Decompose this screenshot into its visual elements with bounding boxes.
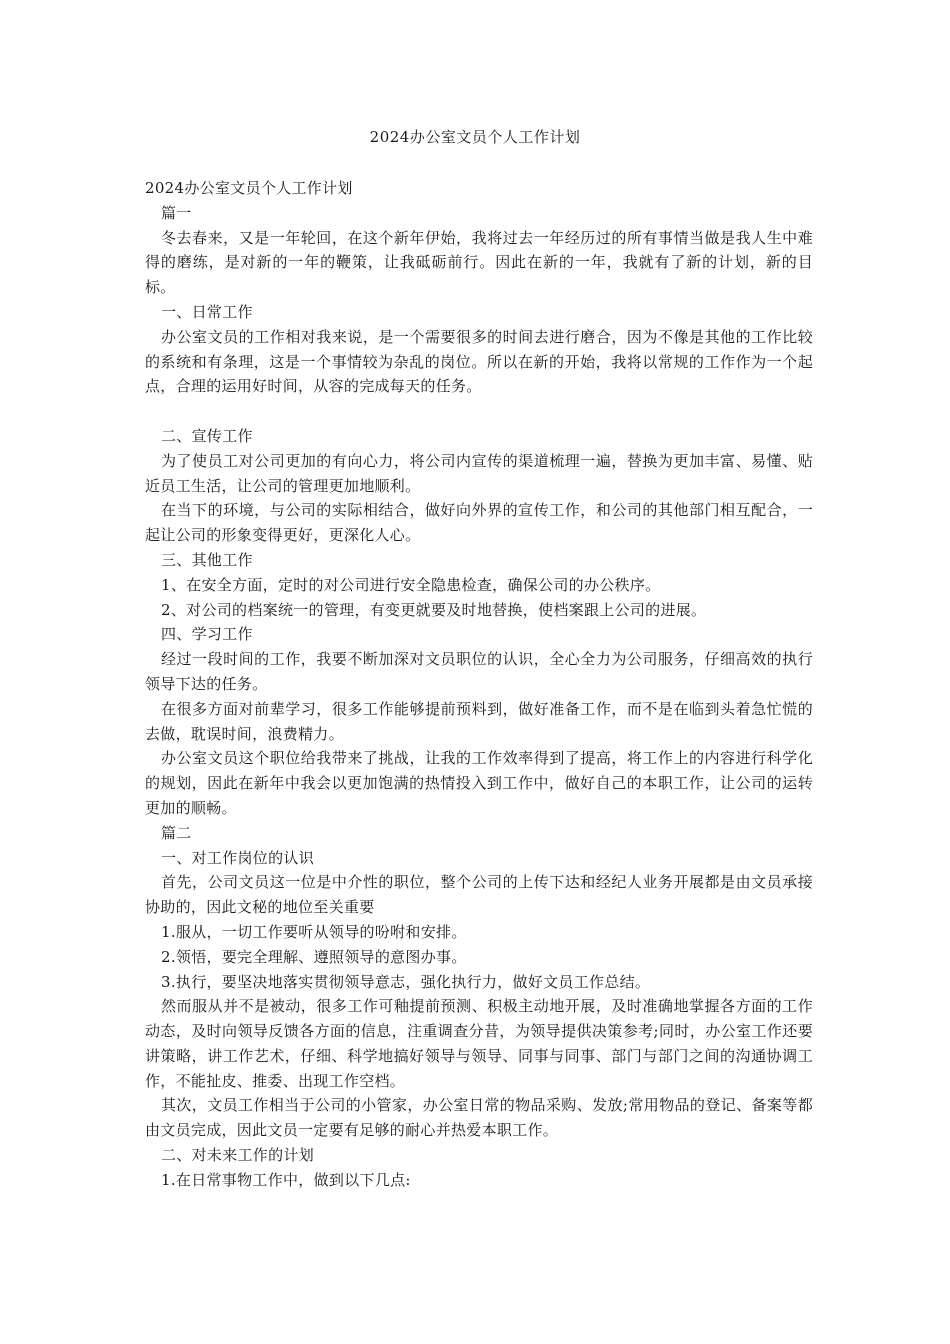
paragraph: 1、在安全方面，定时的对公司进行安全隐患检查，确保公司的办公秩序。: [161, 575, 661, 594]
document-body: [145, 176, 813, 1193]
paragraph: 2、对公司的档案统一的管理，有变更就要及时地替换，使档案跟上公司的进展。: [161, 600, 707, 619]
paragraph: 在很多方面对前辈学习，很多工作能够提前预料到，做好准备工作，而不是在临到头着急忙慌的去做，耽误时间，浪费精力。: [145, 699, 813, 743]
paragraph: 二、对未来工作的计划: [161, 1146, 315, 1165]
paragraph: 3.执行，要坚决地落实贯彻领导意志，强化执行力，做好文员工作总结。: [161, 972, 651, 991]
document-title: 2024办公室文员个人工作计划: [369, 128, 581, 146]
paragraph: 首先，公司文员这一位是中介性的职位，整个公司的上传下达和经纪人业务开展都是由文员承接协助的，因此文秘的地位至关重要: [145, 873, 813, 917]
paragraph: 然而服从并不是被动，很多工作可釉提前预测、积极主动地开展，及时准确地掌握各方面的工作动态，及时向领导反馈各方面的信息，注重调查分昔，为领导提供决策参考;同时，办公室工作还要讲策略，讲工作艺术，仔细、科学地搞好领导与领导、同事与同事、部门与部门之间的沟通协调工作，不能扯皮、推委、出现工作空档。: [145, 997, 813, 1090]
paragraph: 三、其他工作: [161, 550, 253, 569]
paragraph: 在当下的环境，与公司的实际相结合，做好向外界的宣传工作，和公司的其他部门相互配合，一起让公司的形象变得更好，更深化人心。: [145, 501, 813, 545]
paragraph: 篇二: [161, 823, 192, 842]
paragraph: 其次，文员工作相当于公司的小管家，办公室日常的物品采购、发放;常用物品的登记、备案等都由文员完成，因此文员一定要有足够的耐心并热爱本职工作。: [145, 1096, 813, 1140]
blank-line: [145, 399, 813, 424]
paragraph: 为了使员工对公司更加的有向心力，将公司内宣传的渠道梳理一遍，替换为更加丰富、易懂、贴近员工生活，让公司的管理更加地顺利。: [145, 451, 813, 495]
paragraph: 2024办公室文员个人工作计划: [145, 179, 353, 197]
paragraph: 二、宣传工作: [161, 426, 253, 445]
paragraph: 2.领悟，要完全理解、遵照领导的意图办事。: [161, 947, 467, 966]
paragraph: 1.在日常事物工作中，做到以下几点:: [161, 1170, 411, 1189]
paragraph: 一、日常工作: [161, 302, 253, 321]
paragraph: 经过一段时间的工作，我要不断加深对文员职位的认识，全心全力为公司服务，仔细高效的执行领导下达的任务。: [145, 650, 813, 693]
paragraph: 1.服从，一切工作要听从领导的吩咐和安排。: [161, 922, 467, 941]
paragraph: 办公室文员的工作相对我来说，是一个需要很多的时间去进行磨合，因为不像是其他的工作比较的系统和有条理，这是一个事情较为杂乱的岗位。所以在新的开始，我将以常规的工作作为一个起点，合理的运用好时间，从容的完成每天的任务。: [145, 327, 813, 396]
paragraph: 一、对工作岗位的认识: [161, 848, 315, 867]
paragraph: 篇一: [161, 203, 192, 222]
paragraph: 办公室文员这个职位给我带来了挑战，让我的工作效率得到了提高，将工作上的内容进行科学化的规划，因此在新年中我会以更加饱满的热情投入到工作中，做好自己的本职工作，让公司的运转更加的顺畅。: [145, 749, 813, 817]
paragraph: 四、学习工作: [161, 625, 253, 644]
paragraph: 冬去春来，又是一年轮回，在这个新年伊始，我将过去一年经历过的所有事情当做是我人生中难得的磨练，是对新的一年的鞭策，让我砥砺前行。因此在新的一年，我就有了新的计划，新的目标。: [145, 228, 813, 297]
